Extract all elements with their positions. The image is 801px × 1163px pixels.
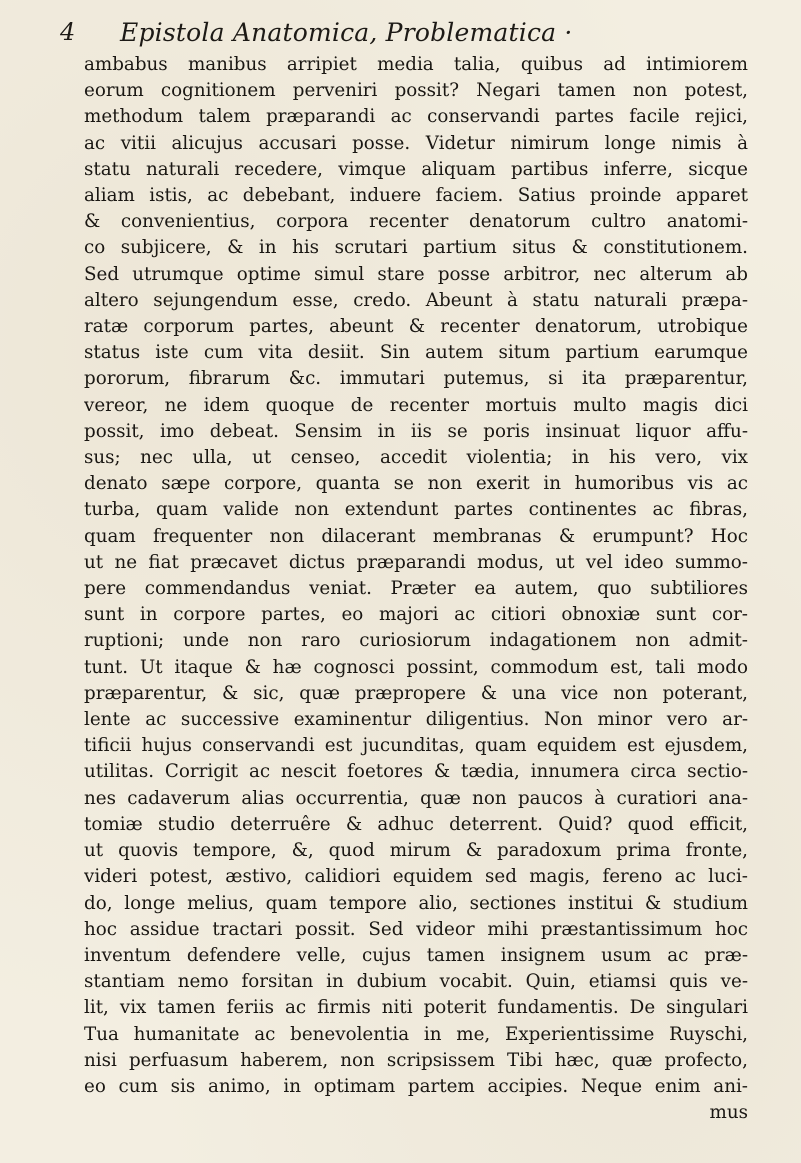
text-line: Sed utrumque optime simul stare posse arbitror, nec alterum ab bbox=[84, 263, 748, 285]
text-line: status iste cum vita desiit. Sin autem situm partium earumque bbox=[84, 342, 748, 364]
text-line: præparentur, & sic, quæ præpropere & una vice non poterant, bbox=[84, 682, 748, 704]
text-line: altero sejungendum esse, credo. Abeunt à statu naturali præpa- bbox=[84, 289, 748, 311]
text-line: ac vitii alicujus accusari posse. Videtur nimirum longe nimis à bbox=[84, 132, 748, 154]
text-line: pere commendandus veniat. Præter ea autem, quo subtiliores bbox=[84, 578, 748, 600]
page-header bbox=[60, 12, 750, 48]
text-line: turba, quam valide non extendunt partes continentes ac fibras, bbox=[84, 499, 748, 521]
text-line: possit, imo debeat. Sensim in iis se poris insinuat liquor affu- bbox=[84, 420, 748, 442]
text-line: ambabus manibus arripiet media talia, quibus ad intimiorem bbox=[84, 54, 748, 75]
text-line: hoc assidue tractari possit. Sed videor mihi præstantissimum hoc bbox=[84, 918, 748, 940]
text-line: nisi perfuasum haberem, non scripsissem Tibi hæc, quæ profecto, bbox=[84, 1049, 748, 1071]
text-line: denato sæpe corpore, quanta se non exerit in humoribus vis ac bbox=[84, 473, 748, 495]
text-line: eo cum sis animo, in optimam partem accipies. Neque enim ani- bbox=[84, 1075, 748, 1097]
running-head: Epistola Anatomica, Problematica · bbox=[120, 18, 573, 47]
text-line: aliam istis, ac debebant, induere faciem. Satius proinde apparet bbox=[84, 185, 748, 207]
text-line: nes cadaverum alias occurrentia, quæ non paucos à curatiori ana- bbox=[84, 787, 748, 809]
text-line: methodum talem præparandi ac conservandi partes facile rejici, bbox=[84, 106, 748, 128]
text-line: quam frequenter non dilacerant membranas & erumpunt? Hoc bbox=[84, 525, 748, 547]
catchword: mus bbox=[709, 1102, 748, 1124]
text-line: lente ac successive examinentur diligentius. Non minor vero ar- bbox=[84, 709, 748, 731]
text-line: tunt. Ut itaque & hæ cognosci possint, commodum est, tali modo bbox=[84, 656, 748, 678]
text-line: ut quovis tempore, &, quod mirum & paradoxum prima fronte, bbox=[84, 840, 748, 862]
text-line: Tua humanitate ac benevolentia in me, Experientissime Ruyschi, bbox=[84, 1023, 748, 1045]
text-line: lit, vix tamen feriis ac firmis niti poterit fundamentis. De singulari bbox=[84, 997, 748, 1019]
text-line: tomiæ studio deterruêre & adhuc deterrent. Quid? quod efficit, bbox=[84, 813, 748, 835]
text-line: inventum defendere velle, cujus tamen insignem usum ac præ- bbox=[84, 944, 748, 966]
text-line: stantiam nemo forsitan in dubium vocabit. Quin, etiamsi quis ve- bbox=[84, 971, 748, 993]
text-line: eorum cognitionem perveniri possit? Negari tamen non potest, bbox=[84, 80, 748, 102]
text-line: sunt in corpore partes, eo majori ac citiori obnoxiæ sunt cor- bbox=[84, 604, 748, 626]
text-line: & convenientius, corpora recenter denatorum cultro anatomi- bbox=[84, 211, 748, 233]
text-line: pororum, fibrarum &c. immutari putemus, si ita præparentur, bbox=[84, 368, 748, 390]
body-text bbox=[84, 52, 748, 1126]
text-line: tificii hujus conservandi est jucunditas, quam equidem est ejusdem, bbox=[84, 735, 748, 757]
text-line: do, longe melius, quam tempore alio, sectiones institui & studium bbox=[84, 892, 748, 914]
text-line: ratæ corporum partes, abeunt & recenter denatorum, utrobique bbox=[84, 316, 748, 338]
text-line: sus; nec ulla, ut censeo, accedit violentia; in his vero, vix bbox=[84, 447, 748, 469]
text-line: utilitas. Corrigit ac nescit foetores & tædia, innumera circa sectio- bbox=[84, 761, 748, 783]
page-number: 4 bbox=[60, 18, 76, 46]
text-line: statu naturali recedere, vimque aliquam partibus inferre, sicque bbox=[84, 158, 748, 180]
text-line: ut ne fiat præcavet dictus præparandi modus, ut vel ideo summo- bbox=[84, 551, 748, 573]
text-line: co subjicere, & in his scrutari partium situs & constitutionem. bbox=[84, 237, 748, 259]
text-line: ruptioni; unde non raro curiosiorum indagationem non admit- bbox=[84, 630, 748, 652]
text-line: vereor, ne idem quoque de recenter mortuis multo magis dici bbox=[84, 394, 748, 416]
text-line: videri potest, æstivo, calidiori equidem sed magis, fereno ac luci- bbox=[84, 866, 748, 888]
